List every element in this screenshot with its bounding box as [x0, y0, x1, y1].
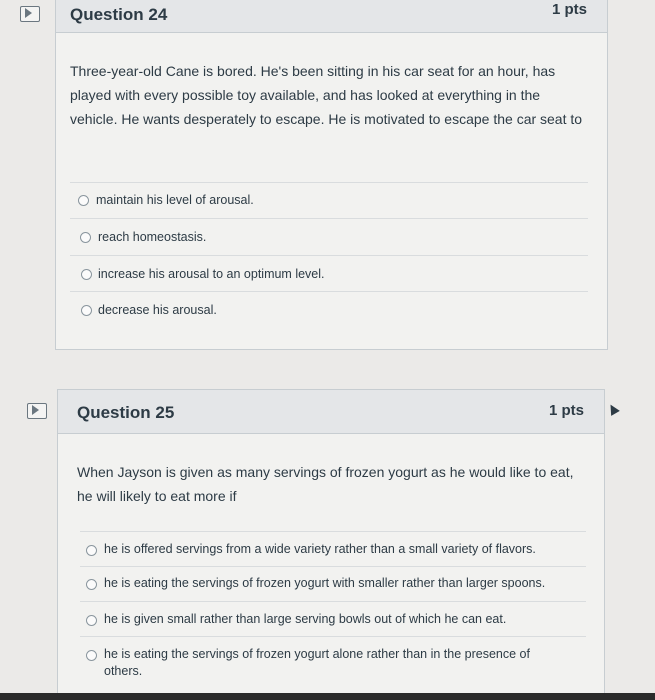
question-title: Question 24: [70, 5, 168, 24]
radio-button[interactable]: [86, 579, 97, 590]
answer-option[interactable]: [70, 255, 588, 291]
question-points: 1 pts: [548, 402, 584, 419]
answer-option[interactable]: [70, 182, 588, 218]
answer-label: maintain his level of arousal.: [96, 193, 254, 207]
answer-option[interactable]: [70, 218, 588, 254]
radio-button[interactable]: [86, 545, 97, 556]
answer-label: he is offered servings from a wide variety rather than a small variety of flavors.: [104, 542, 536, 556]
answer-label: reach homeostasis.: [98, 230, 207, 244]
answer-option[interactable]: [80, 531, 586, 566]
radio-button[interactable]: [78, 195, 89, 206]
question-24-header: [56, 0, 607, 33]
flag-question-icon[interactable]: [27, 403, 47, 419]
radio-button[interactable]: [81, 269, 92, 280]
question-25-header: [58, 390, 604, 434]
question-points: 1 pts: [551, 1, 587, 18]
answer-label: decrease his arousal.: [98, 303, 217, 317]
question-25-card: [57, 389, 605, 700]
flag-question-icon[interactable]: [20, 6, 40, 22]
mouse-cursor-icon: [606, 402, 620, 416]
radio-button[interactable]: [81, 305, 92, 316]
radio-button[interactable]: [86, 615, 97, 626]
answer-label: increase his arousal to an optimum level.: [98, 267, 325, 281]
question-24-card: [55, 0, 608, 350]
answer-label: he is given small rather than large serving bowls out of which he can eat.: [104, 612, 507, 626]
radio-button[interactable]: [86, 650, 97, 661]
question-text: Three-year-old Cane is bored. He's been sitting in his car seat for an hour, has played with every possible toy available, and has looked at everything in the vehicle. He wants desperately to escape. He is motivated to escape the car seat to: [70, 63, 583, 127]
answer-option[interactable]: [80, 636, 586, 691]
bottom-border: [0, 693, 655, 700]
question-title: Question 25: [77, 403, 175, 422]
answer-option[interactable]: [80, 601, 586, 636]
answer-label: he is eating the servings of frozen yogurt with smaller rather than larger spoons.: [104, 576, 546, 590]
radio-button[interactable]: [80, 232, 91, 243]
answer-option[interactable]: [80, 566, 586, 601]
answer-label: he is eating the servings of frozen yogurt alone rather than in the presence of others.: [104, 647, 530, 678]
question-text: When Jayson is given as many servings of frozen yogurt as he would like to eat, he will likely to eat more if: [77, 464, 574, 504]
answer-option[interactable]: [70, 291, 588, 327]
